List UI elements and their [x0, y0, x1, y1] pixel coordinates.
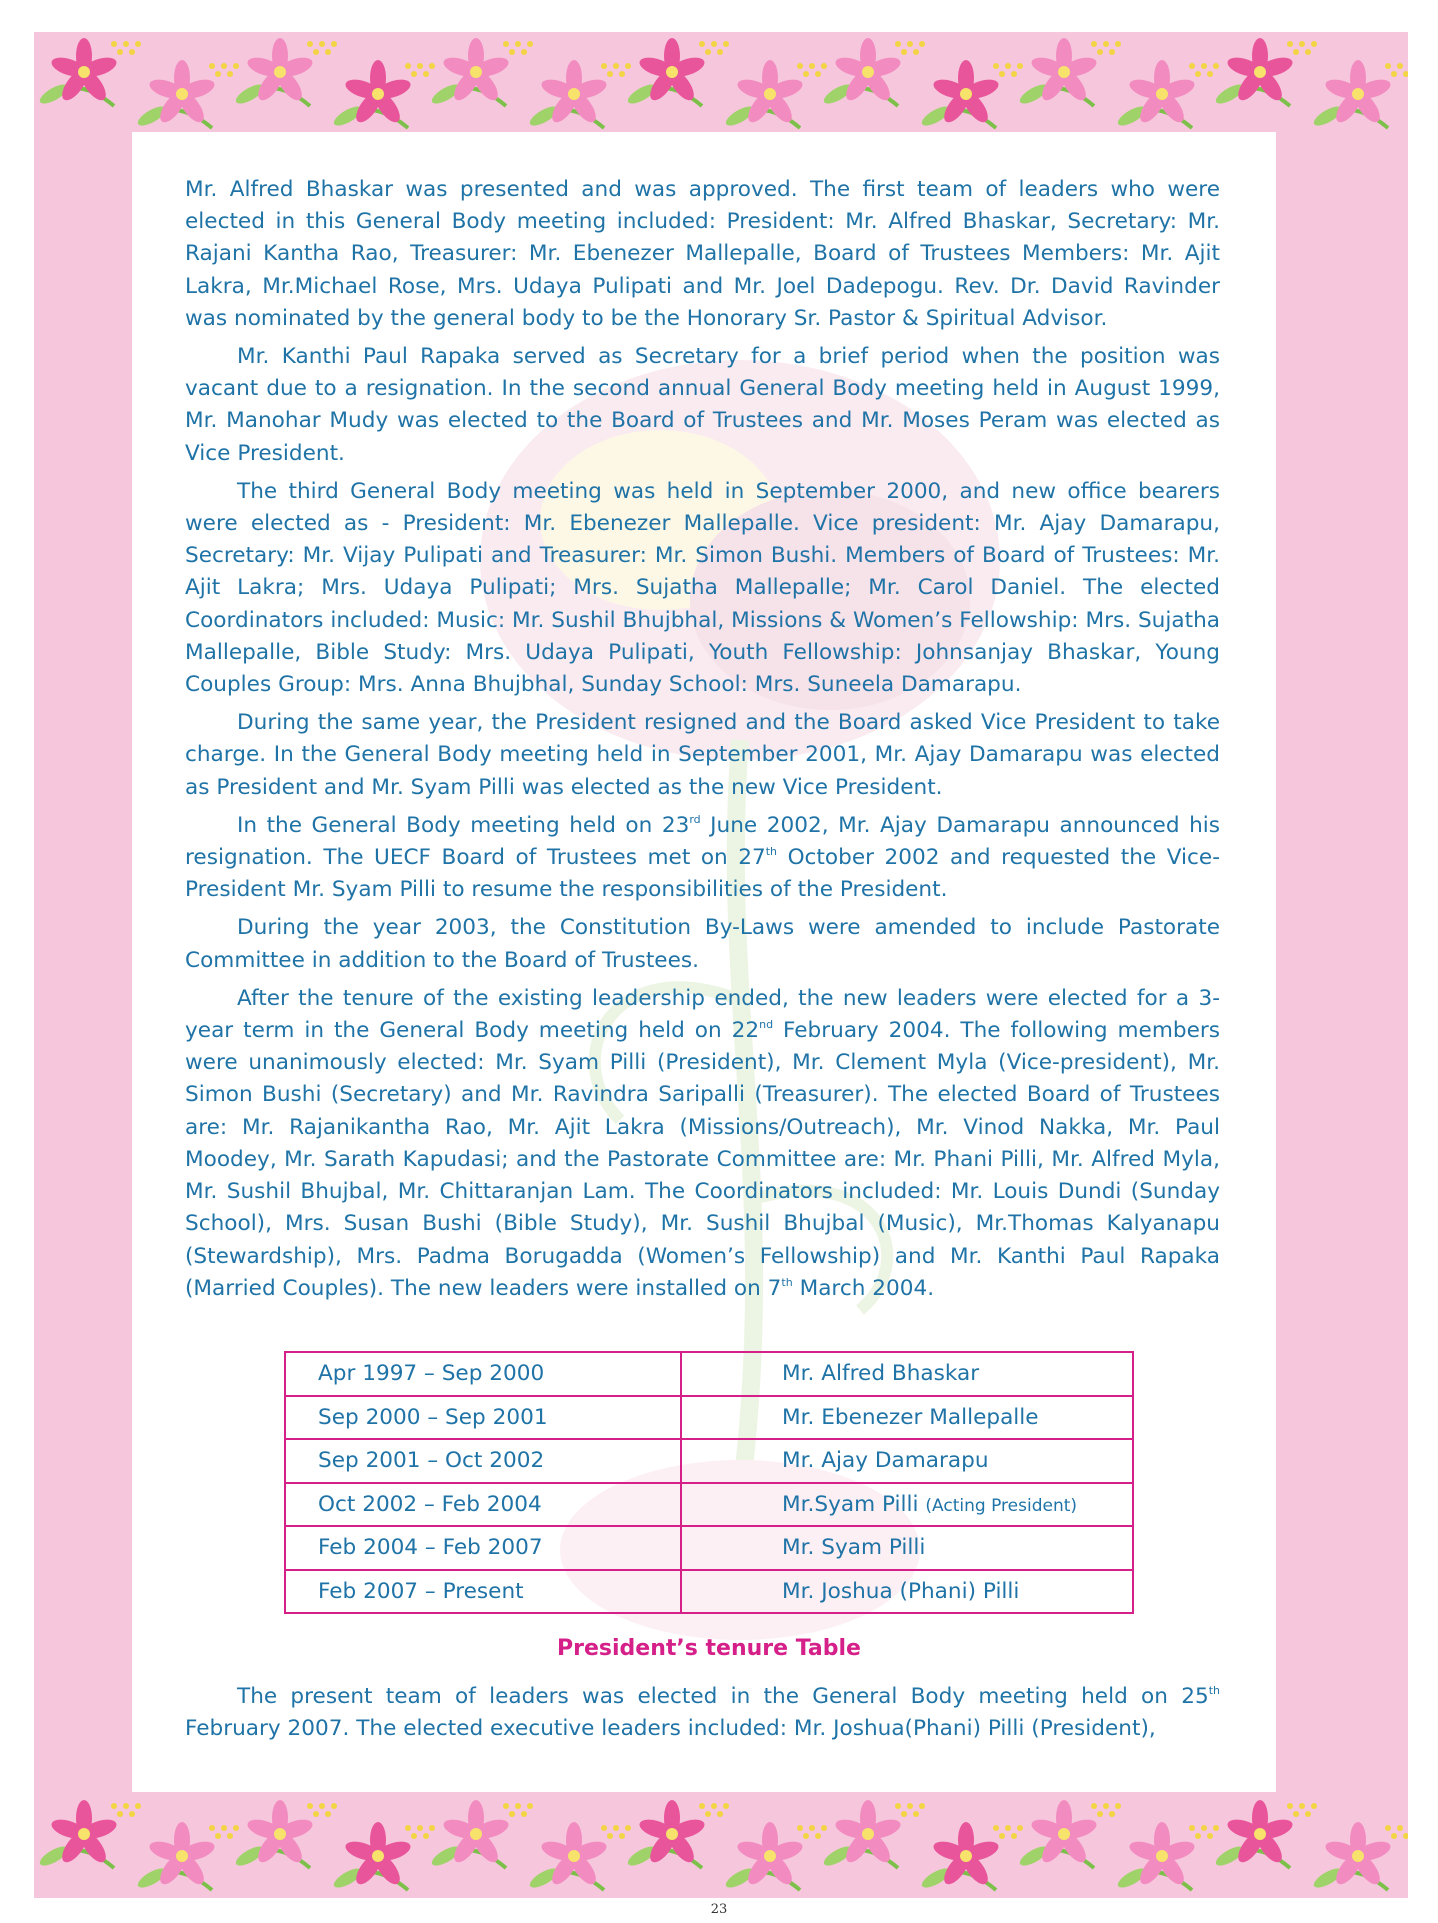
tenure-period-cell: Sep 2001 – Oct 2002 [285, 1439, 681, 1483]
paragraph: Mr. Kanthi Paul Rapaka served as Secretary for a brief period when the position was vacant due to a resignation. In the second annual General Body meeting held in August 1999, Mr. Manohar Mudy was elected to the Board of Trustees and Mr. Moses Peram was elected as Vice President. [185, 344, 1220, 466]
superscript: rd [689, 812, 701, 826]
table-row [285, 1352, 1133, 1396]
superscript: nd [759, 1018, 774, 1032]
floral-border-bottom [34, 1790, 1408, 1898]
table-row [285, 1396, 1133, 1440]
presidents-tenure-table [284, 1351, 1134, 1614]
president-name-cell: Mr. Ebenezer Mallepalle [681, 1396, 1133, 1440]
closing-text [185, 1681, 1220, 1745]
president-name-cell: Mr. Ajay Damarapu [681, 1439, 1133, 1483]
body-text [185, 174, 1220, 1311]
floral-border-top [34, 32, 1408, 132]
tenure-period-cell: Oct 2002 – Feb 2004 [285, 1483, 681, 1527]
paragraph: During the same year, the President resigned and the Board asked Vice President to take charge. In the General Body meeting held in September 2001, Mr. Ajay Damarapu was elected as President and Mr. Syam Pilli was elected as the new Vice President. [185, 710, 1220, 800]
paragraph: During the year 2003, the Constitution By-Laws were amended to include Pastorate Committee in addition to the Board of Trustees. [185, 915, 1220, 973]
table-row [285, 1483, 1133, 1527]
paragraph: In the General Body meeting held on 23rd June 2002, Mr. Ajay Damarapu announced his resignation. The UECF Board of Trustees met on 27th October 2002 and requested the Vice-President Mr. Syam Pilli to resume the responsibilities of the President. [185, 812, 1221, 903]
superscript: th [781, 1275, 793, 1289]
table-row [285, 1570, 1133, 1614]
closing-paragraph: The present team of leaders was elected in the General Body meeting held on 25th February 2007. The elected executive leaders included: Mr. Joshua(Phani) Pilli (President), [185, 1684, 1220, 1742]
table-caption: President’s tenure Table [557, 1636, 861, 1661]
president-name-cell: Mr. Alfred Bhaskar [681, 1352, 1133, 1396]
table-row [285, 1526, 1133, 1570]
tenure-period-cell: Apr 1997 – Sep 2000 [285, 1352, 681, 1396]
page-number: 23 [710, 1902, 728, 1917]
superscript: th [765, 845, 778, 859]
paragraph: After the tenure of the existing leadership ended, the new leaders were elected for a 3-year term in the General Body meeting held on 22nd February 2004. The following members were unanimously elected: Mr. Syam Pilli (President), Mr. Clement Myla (Vice-president), Mr. Simon Bushi (Secretary) and Mr. Ravindra Saripalli (Treasurer). The elected Board of Trustees are: Mr. Rajanikantha Rao, Mr. Ajit Lakra (Missions/Outreach), Mr. Vinod Nakka, Mr. Paul Moodey, Mr. Sarath Kapudasi; and the Pastorate Committee are: Mr. Phani Pilli, Mr. Alfred Myla, Mr. Sushil Bhujbal, Mr. Chittaranjan Lam. The Coordinators included: Mr. Louis Dundi (Sunday School), Mrs. Susan Bushi (Bible Study), Mr. Sushil Bhujbal (Music), Mr.Thomas Kalyanapu (Stewardship), Mrs. Padma Borugadda (Women’s Fellowship) and Mr. Kanthi Paul Rapaka (Married Couples). The new leaders were installed on 7th March 2004. [185, 985, 1220, 1301]
president-name-cell: Mr. Syam Pilli [681, 1526, 1133, 1570]
paragraph: Mr. Alfred Bhaskar was presented and was approved. The first team of leaders who were elected in this General Body meeting included: President: Mr. Alfred Bhaskar, Secretary: Mr. Rajani Kantha Rao, Treasurer: Mr. Ebenezer Mallepalle, Board of Trustees Members: Mr. Ajit Lakra, Mr.Michael Rose, Mrs. Udaya Pulipati and Mr. Joel Dadepogu. Rev. Dr. David Ravinder was nominated by the general body to be the Honorary Sr. Pastor & Spiritual Advisor. [185, 177, 1220, 331]
acting-note: (Acting President) [925, 1495, 1078, 1516]
tenure-period-cell: Feb 2004 – Feb 2007 [285, 1526, 681, 1570]
table-row [285, 1439, 1133, 1483]
superscript: th [1208, 1684, 1220, 1697]
tenure-period-cell: Sep 2000 – Sep 2001 [285, 1396, 681, 1440]
paragraph: The third General Body meeting was held in September 2000, and new office bearers were elected as - President: Mr. Ebenezer Mallepalle. Vice president: Mr. Ajay Damarapu, Secretary: Mr. Vijay Pulipati and Treasurer: Mr. Simon Bushi. Members of Board of Trustees: Mr. Ajit Lakra; Mrs. Udaya Pulipati; Mrs. Sujatha Mallepalle; Mr. Carol Daniel. The elected Coordinators included: Music: Mr. Sushil Bhujbhal, Missions & Women’s Fellowship: Mrs. Sujatha Mallepalle, Bible Study: Mrs. Udaya Pulipati, Youth Fellowship: Johnsanjay Bhaskar, Young Couples Group: Mrs. Anna Bhujbhal, Sunday School: Mrs. Suneela Damarapu. [185, 478, 1220, 698]
president-name-cell: Mr. Joshua (Phani) Pilli [681, 1570, 1133, 1614]
president-name-cell: Mr.Syam Pilli (Acting President) [681, 1483, 1133, 1527]
tenure-period-cell: Feb 2007 – Present [285, 1570, 681, 1614]
